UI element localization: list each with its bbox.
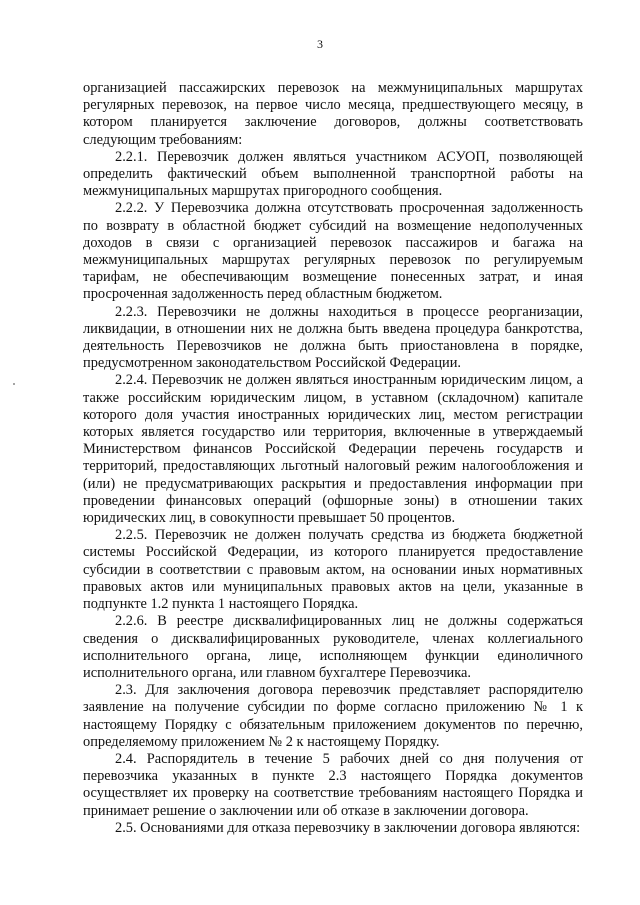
paragraph-2-3: 2.3. Для заключения договора перевозчик представляет распорядителю заявление на получение субсидии по форме согласно приложению № 1 к настоящему Порядку с обязательным приложением документов по перечню, определяемому приложением № 2 к настоящему Порядку.	[83, 682, 583, 750]
paragraph-2-2-4: 2.2.4. Перевозчик не должен являться иностранным юридическим лицом, а также российским юридическим лицом, в уставном (складочном) капитале которого доля участия иностранных юридических лиц, местом регистрации которых является государство или территория, включенные в утверждаемый Министерством финансов Российской Федерации перечень государств и территорий, предоставляющих льготный налоговый режим налогообложения и (или) не предусматривающих раскрытия и предоставления информации при проведении финансовых операций (офшорные зоны) в отношении таких юридических лиц, в совокупности превышает 50 процентов.	[83, 372, 583, 527]
paragraph-2-2-6: 2.2.6. В реестре дисквалифицированных лиц не должны содержаться сведения о дисквалифицированных руководителе, членах коллегиального исполнительного органа, лице, исполняющем функции единоличного исполнительного органа, или главном бухгалтере Перевозчика.	[83, 613, 583, 681]
paragraph-2-2-3: 2.2.3. Перевозчики не должны находиться в процессе реорганизации, ликвидации, в отношении них не должна быть введена процедура банкротства, деятельность Перевозчиков не должна быть приостановлена в порядке, предусмотренном законодательством Российской Федерации.	[83, 303, 583, 372]
page-number: 3	[317, 37, 323, 51]
paragraph-2-5: 2.5. Основаниями для отказа перевозчику в заключении договора являются:	[115, 819, 581, 836]
paragraph-2-2-1: 2.2.1. Перевозчик должен являться участником АСУОП, позволяющей определить фактический объем выполненной транспортной работы на межмуниципальных маршрутах пригородного сообщения.	[83, 148, 583, 200]
document-body	[83, 80, 583, 837]
margin-mark	[13, 383, 15, 385]
paragraph-continuation: организацией пассажирских перевозок на межмуниципальных маршрутах регулярных перевозок, на первое число месяца, предшествующего месяцу, в котором планируется заключение договоров, должны соответствовать следующим требованиям:	[83, 80, 583, 148]
paragraph-2-2-5: 2.2.5. Перевозчик не должен получать средства из бюджета бюджетной системы Российской Федерации, из которого планируется предоставление субсидии в соответствии с правовым актом, на основании иных нормативных правовых актов или муниципальных правовых актов на цели, указанные в подпункте 1.2 пункта 1 настоящего Порядка.	[83, 527, 583, 613]
paragraph-2-2-2: 2.2.2. У Перевозчика должна отсутствовать просроченная задолженность по возврату в областной бюджет субсидий на возмещение недополученных доходов в связи с организацией перевозок пассажиров и багажа на межмуниципальных маршрутах регулярных перевозок по регулируемым тарифам, не обеспечивающим возмещение понесенных затрат, и иная просроченная задолженность перед областным бюджетом.	[83, 200, 583, 303]
paragraph-2-4: 2.4. Распорядитель в течение 5 рабочих дней со дня получения от перевозчика указанных в пункте 2.3 настоящего Порядка документов осуществляет их проверку на соответствие требованиям настоящего Порядка и принимает решение о заключении или об отказе в заключении договора.	[83, 750, 583, 819]
